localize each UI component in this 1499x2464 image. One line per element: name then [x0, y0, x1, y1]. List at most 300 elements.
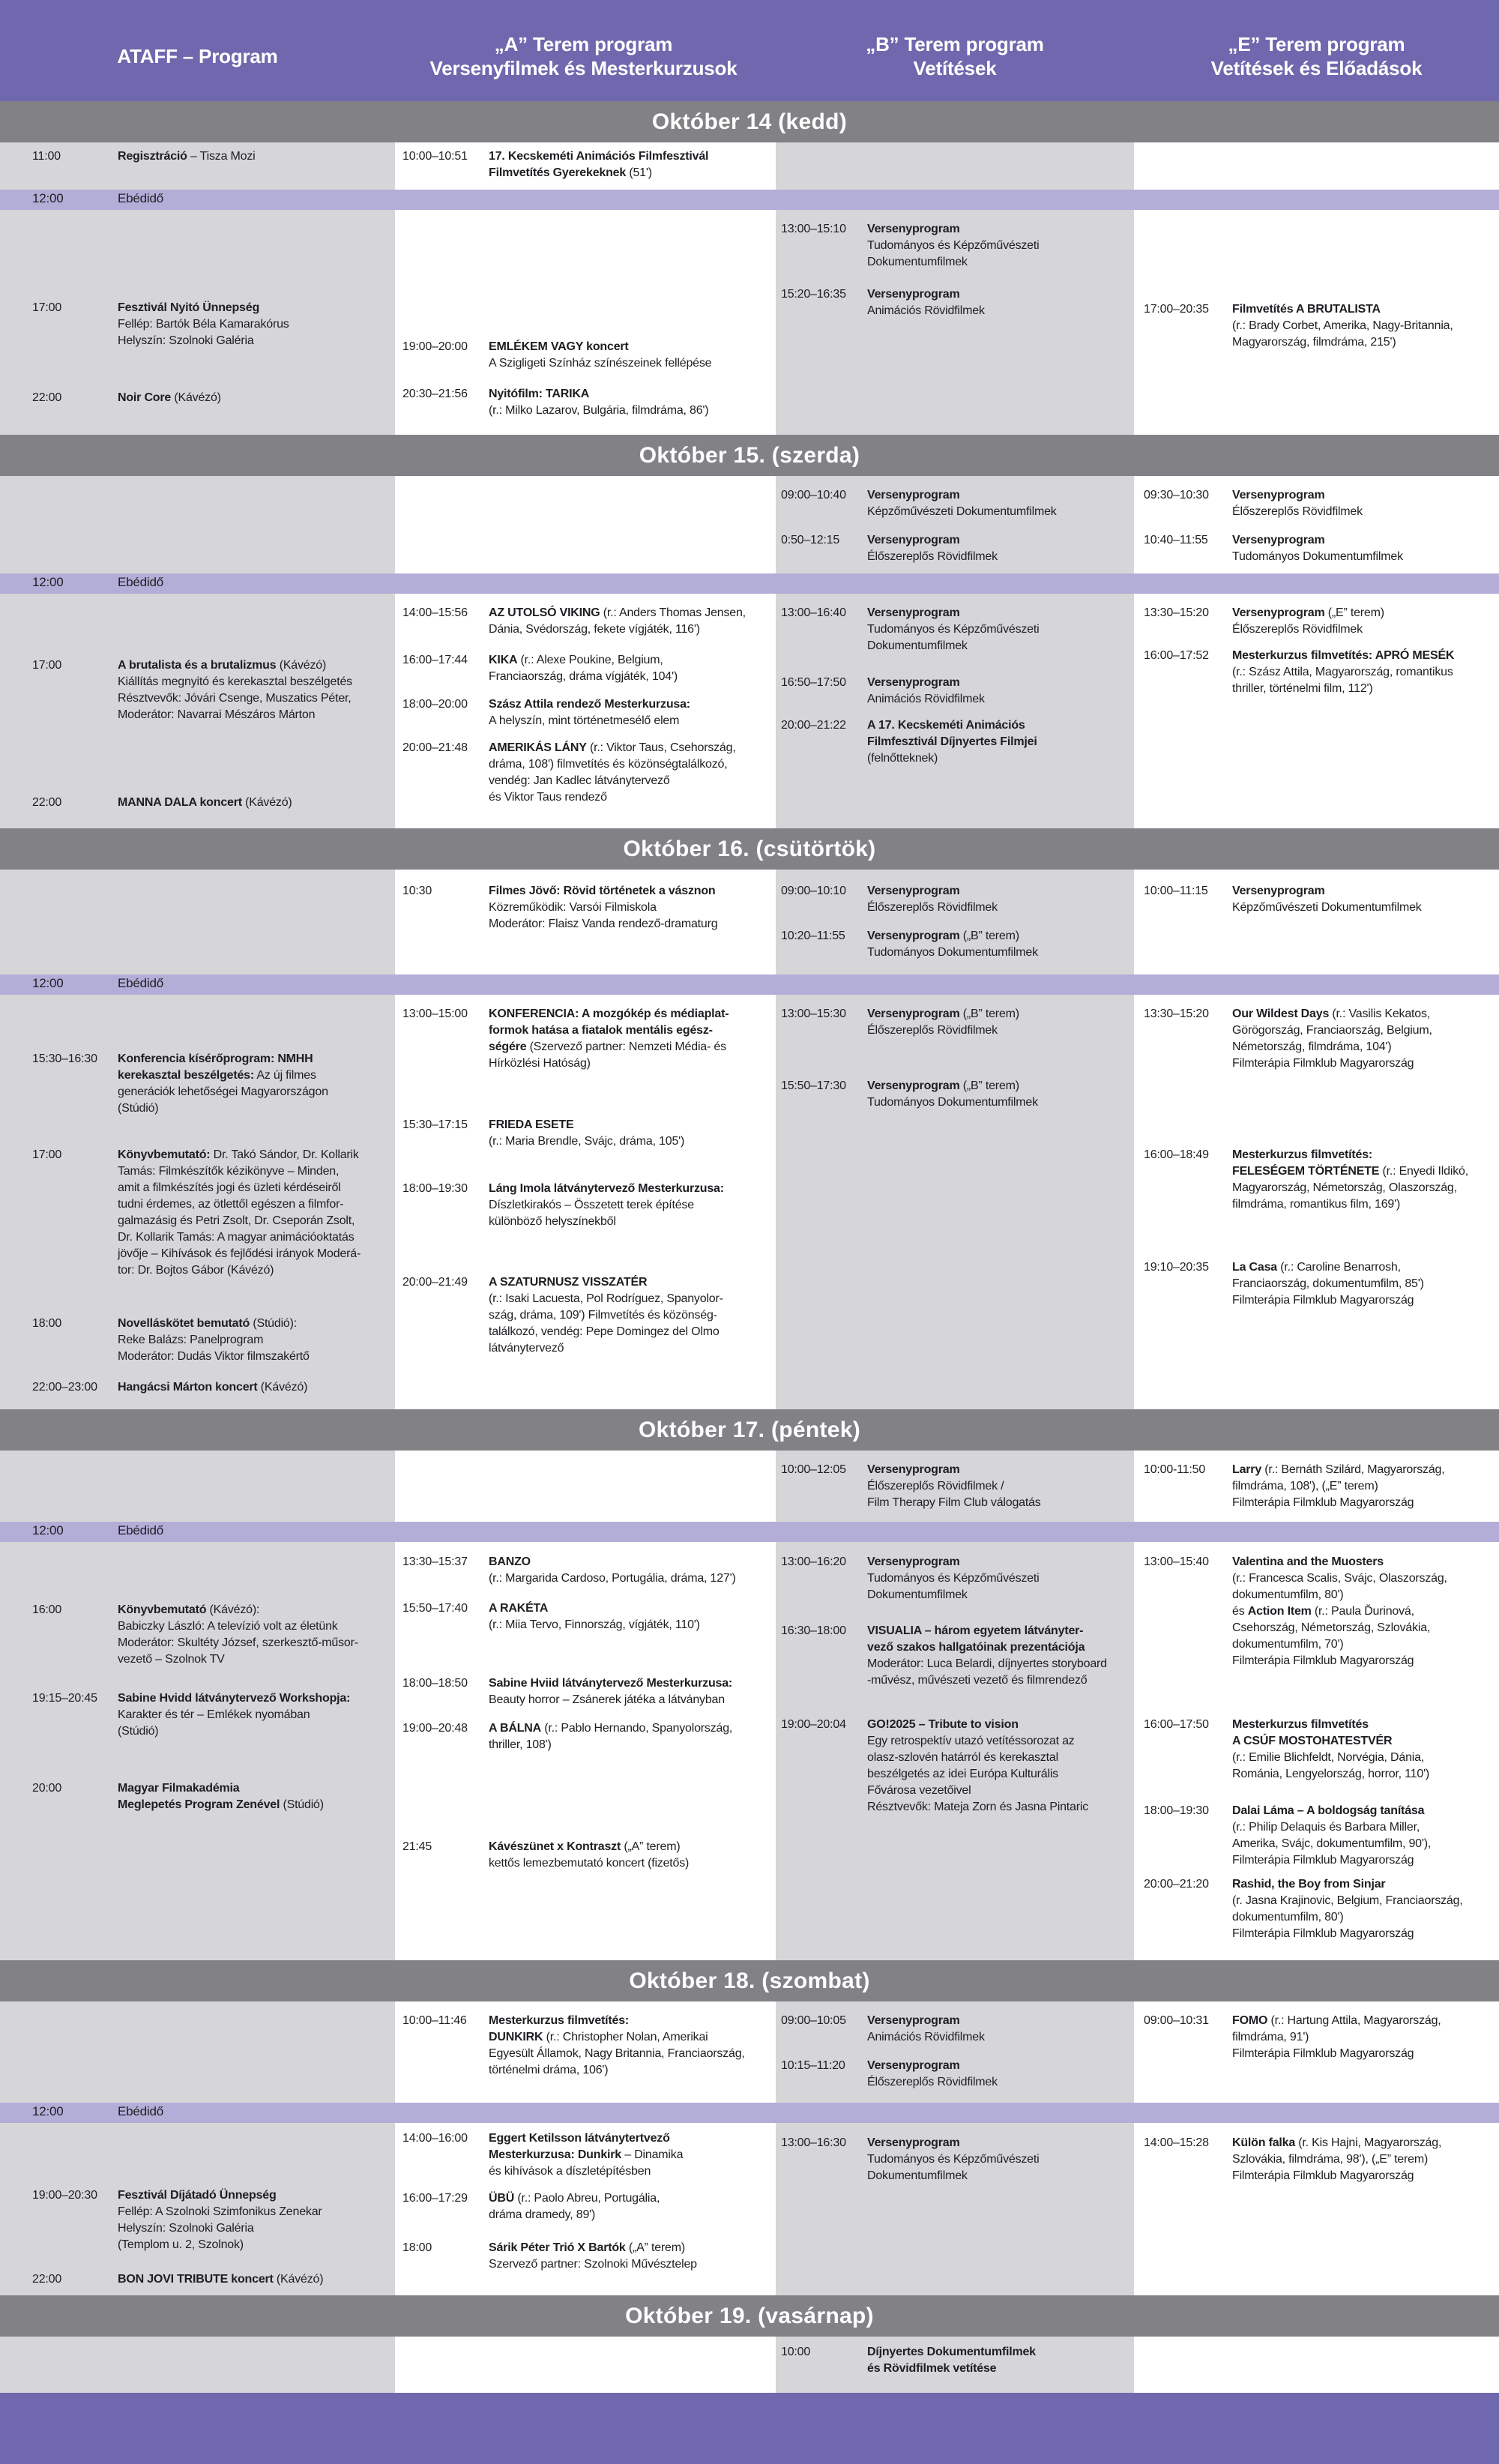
event-text-line: Dánia, Svédország, fekete vígjáték, 116')	[489, 623, 700, 636]
event-text	[1232, 1462, 1495, 1511]
day-body	[0, 476, 1499, 828]
column-title-line: „E” Terem program	[1228, 32, 1405, 55]
event-text-line: jövője – Kihívások és fejlődési irányok Moderá-	[118, 1247, 361, 1260]
event-text	[867, 2058, 1132, 2091]
event-text-line: Közreműködik: Varsói Filmiskola	[489, 901, 657, 914]
event-text-line: Görögország, Franciaország, Belgium,	[1232, 1024, 1432, 1037]
lunch-time: 12:00	[32, 191, 64, 205]
event-text-line: Versenyprogram	[867, 2014, 960, 2027]
event-text-line: Mesterkurzus filmvetítés: APRÓ MESÉK	[1232, 649, 1455, 662]
event-text-line: dráma dramedy, 89')	[489, 2208, 596, 2221]
event	[1144, 883, 1495, 916]
event-text-line: BON JOVI TRIBUTE koncert (Kávézó)	[118, 2273, 324, 2286]
event-text	[867, 1078, 1132, 1111]
event-text-line: (Stúdió)	[118, 1725, 159, 1738]
lunch-row	[0, 190, 1499, 210]
event-text	[118, 1147, 390, 1279]
event	[1144, 1147, 1495, 1213]
event-text-line: kettős lemezbemutató koncert (fizetős)	[489, 1857, 690, 1870]
event-text-line: Szász Attila rendező Mesterkurzusa:	[489, 698, 690, 711]
event-text-line: szág, dráma, 109') Filmvetítés és közönség-	[489, 1309, 717, 1322]
event-text-line: Versenyprogram	[867, 1555, 960, 1568]
event-text-line: Eggert Ketilsson látványtertvező	[489, 2132, 670, 2145]
event-text-line: Filmterápia Filmklub Magyarország	[1232, 1654, 1414, 1667]
lunch-time: 12:00	[32, 2104, 64, 2118]
event-text-line: GO!2025 – Tribute to vision	[867, 1718, 1019, 1731]
event-text-line: Versenyprogram („B” terem)	[867, 930, 1019, 942]
event-text-line: (Templom u. 2, Szolnok)	[118, 2238, 244, 2251]
event-text-line: Németország, filmdráma, 104')	[1232, 1040, 1392, 1053]
event-time: 13:00–15:40	[1144, 1555, 1209, 1568]
event-time: 13:00–16:30	[781, 2136, 846, 2149]
event-text	[867, 1623, 1132, 1689]
event-text-line: Könyvbemutató (Kávézó):	[118, 1603, 260, 1616]
event-text	[489, 2240, 772, 2273]
event-text-line: Fesztivál Díjátadó Ünnepség	[118, 2189, 277, 2202]
event-time: 10:15–11:20	[781, 2059, 845, 2072]
event-text-line: Egyesült Államok, Nagy Britannia, Franciaország,	[489, 2047, 745, 2060]
event	[402, 2130, 772, 2180]
event-time: 19:10–20:35	[1144, 1261, 1209, 1274]
event-text-line: Élőszereplős Rövidfilmek	[867, 901, 998, 914]
event	[1144, 1717, 1495, 1783]
day-header-label: Október 16. (csütörtök)	[623, 836, 876, 861]
event	[402, 1117, 772, 1150]
event-text	[489, 1675, 772, 1708]
event-text-line: amit a filmkészítés jogi és üzleti kérdéseiről	[118, 1181, 341, 1194]
event-text-line: (r.: Francesca Scalis, Svájc, Olaszország,	[1232, 1572, 1447, 1585]
event-time: 22:00	[32, 391, 62, 404]
event-time: 16:00–18:49	[1144, 1148, 1209, 1161]
event-text-line: tor: Dr. Bojtos Gábor (Kávézó)	[118, 1264, 274, 1277]
event-text-line: történelmi dráma, 106')	[489, 2064, 609, 2076]
event	[1144, 1803, 1495, 1869]
event-time: 14:00–15:56	[402, 606, 468, 619]
event	[402, 1554, 772, 1587]
event-text-line: Moderátor: Dudás Viktor filmszakértő	[118, 1350, 310, 1363]
event-text	[489, 1274, 772, 1357]
event-text	[1232, 487, 1495, 520]
event-text-line: Reke Balázs: Panelprogram	[118, 1334, 264, 1346]
event-text	[118, 1316, 390, 1365]
schedule	[0, 101, 1499, 2393]
event-text-line: látványtervező	[489, 1342, 564, 1355]
event	[781, 2013, 1132, 2046]
event	[402, 1274, 772, 1357]
event-text	[489, 605, 772, 638]
event-text-line: (r.: Margarida Cardoso, Portugália, dráma, 127')	[489, 1572, 736, 1585]
event-text	[867, 928, 1132, 961]
event-time: 16:00–17:52	[1144, 649, 1209, 662]
event-text-line: Our Wildest Days (r.: Vasilis Kekatos,	[1232, 1007, 1431, 1020]
event	[1144, 1006, 1495, 1072]
event-text	[118, 2271, 390, 2288]
event-time: 17:00–20:35	[1144, 303, 1209, 316]
event-time: 15:50–17:40	[402, 1602, 468, 1615]
day-header-label: Október 17. (péntek)	[638, 1417, 861, 1442]
event	[32, 657, 390, 723]
event-text-line: Animációs Rövidfilmek	[867, 304, 985, 317]
event-text-line: Filmterápia Filmklub Magyarország	[1232, 1496, 1414, 1509]
event-time: 20:00–21:48	[402, 741, 468, 754]
day-body	[0, 1451, 1499, 1960]
lunch-time: 12:00	[32, 1523, 64, 1537]
event-text-line: Élőszereplős Rövidfilmek	[867, 550, 998, 563]
event-time: 10:30	[402, 885, 432, 897]
event-text-line: Filmfesztivál Díjnyertes Filmjei	[867, 735, 1037, 748]
event-text-line: (r.: Milko Lazarov, Bulgária, filmdráma, 86')	[489, 404, 709, 417]
event-time: 22:00–23:00	[32, 1381, 97, 1394]
event-text-line: Képzőművészeti Dokumentumfilmek	[1232, 901, 1422, 914]
event-text	[867, 883, 1132, 916]
event-text-line: Dokumentumfilmek	[867, 256, 968, 268]
event	[781, 1554, 1132, 1603]
event-text-line: DUNKIRK (r.: Christopher Nolan, Amerikai	[489, 2031, 708, 2043]
event-text-line: Filmterápia Filmklub Magyarország	[1232, 2047, 1414, 2060]
event-text-line: Versenyprogram („B” terem)	[867, 1079, 1019, 1092]
event-text	[1232, 605, 1495, 638]
event-text-line: Moderátor: Flaisz Vanda rendező-dramaturg	[489, 918, 718, 930]
event	[402, 1839, 772, 1872]
event-text-line: Meglepetés Program Zenével (Stúdió)	[118, 1798, 324, 1811]
event-text	[489, 652, 772, 685]
event-time: 17:00	[32, 659, 62, 672]
day-body	[0, 2001, 1499, 2295]
event-text-line: Hangácsi Márton koncert (Kávézó)	[118, 1381, 308, 1394]
column-header-ataff	[0, 0, 395, 101]
event-time: 13:30–15:20	[1144, 606, 1209, 619]
event-text-line: Filmterápia Filmklub Magyarország	[1232, 1927, 1414, 1940]
event-time: 16:00–17:44	[402, 654, 468, 666]
event-text-line: Élőszereplős Rövidfilmek	[1232, 623, 1363, 636]
event-text-line: Novelláskötet bemutató (Stúdió):	[118, 1317, 298, 1330]
event-text-line: Tudományos Dokumentumfilmek	[867, 1096, 1038, 1109]
event-text-line: olasz-szlovén határról és kerekasztal	[867, 1751, 1058, 1764]
event-time: 20:00	[32, 1782, 62, 1795]
event-text	[867, 1462, 1132, 1511]
event	[402, 2240, 772, 2273]
event-text	[118, 390, 390, 406]
event-text-line: ségére (Szervező partner: Nemzeti Média- és	[489, 1040, 726, 1053]
event-text-line: Tudományos és Képzőművészeti	[867, 239, 1040, 252]
event	[402, 1675, 772, 1708]
event-text-line: találkozó, vendég: Pepe Domingez del Olmo	[489, 1325, 720, 1338]
event-text-line: Dokumentumfilmek	[867, 1588, 968, 1601]
event-text	[489, 2130, 772, 2180]
event-text-line: Versenyprogram	[867, 534, 960, 546]
day-header-label: Október 18. (szombat)	[629, 1968, 870, 1993]
event-text-line: Szlovákia, filmdráma, 98'), („E” terem)	[1232, 2153, 1429, 2166]
event-text	[118, 148, 390, 165]
event-text-line: Csehország, Németország, Szlovákia,	[1232, 1621, 1431, 1634]
event-text-line: Versenyprogram	[867, 606, 960, 619]
event-text-line: (r.: Miia Tervo, Finnország, vígjáték, 110')	[489, 1618, 700, 1631]
event-time: 10:00-11:50	[1144, 1463, 1206, 1476]
event-text-line: Larry (r.: Bernáth Szilárd, Magyarország,	[1232, 1463, 1445, 1476]
event-text	[867, 2013, 1132, 2046]
event-text-line: FELESÉGEM TÖRTÉNETE (r.: Enyedi Ildikó,	[1232, 1165, 1468, 1178]
event	[781, 286, 1132, 319]
event-text-line: Filmterápia Filmklub Magyarország	[1232, 1854, 1414, 1867]
lunch-row	[0, 1522, 1499, 1542]
event-text-line: vezető – Szolnok TV	[118, 1653, 225, 1666]
event-text	[867, 2135, 1132, 2184]
event	[32, 1690, 390, 1740]
event	[1144, 532, 1495, 565]
event-text	[118, 1379, 390, 1396]
event-text-line: Dalai Láma – A boldogság tanítása	[1232, 1804, 1425, 1817]
event-text-line: Díszletkirakós – Összetett terek építése	[489, 1199, 694, 1211]
column-background	[0, 2337, 395, 2393]
event-text-line: Tudományos és Képzőművészeti	[867, 2153, 1040, 2166]
event	[781, 1078, 1132, 1111]
event-text-line: Versenyprogram	[867, 885, 960, 897]
event-text	[1232, 2135, 1495, 2184]
day-header-label: Október 15. (szerda)	[639, 442, 860, 468]
event-time: 13:00–15:00	[402, 1007, 468, 1020]
event-time: 10:20–11:55	[781, 930, 845, 942]
event-text	[489, 1720, 772, 1753]
event	[402, 696, 772, 729]
event-text-line: (r.: Brady Corbet, Amerika, Nagy-Britannia,	[1232, 319, 1453, 332]
event-text-line: La Casa (r.: Caroline Benarrosh,	[1232, 1261, 1401, 1274]
event-text-line: Versenyprogram („E” terem)	[1232, 606, 1384, 619]
event	[781, 1623, 1132, 1689]
event-text	[489, 1839, 772, 1872]
event-text-line: Résztvevők: Mateja Zorn és Jasna Pintaric	[867, 1801, 1089, 1813]
event-time: 13:00–16:20	[781, 1555, 846, 1568]
event-text-line: vendég: Jan Kadlec látványtervező	[489, 774, 670, 787]
event-text-line: Beauty horror – Zsánerek játéka a látványban	[489, 1693, 725, 1706]
event-text-line: Tudományos Dokumentumfilmek	[867, 946, 1038, 959]
event-text-line: Mesterkurzus filmvetítés	[1232, 1718, 1369, 1731]
event-text-line: KONFERENCIA: A mozgókép és médiaplat-	[489, 1007, 729, 1020]
event-text-line: ÜBÜ (r.: Paolo Abreu, Portugália,	[489, 2192, 660, 2205]
event-time: 10:00–12:05	[781, 1463, 846, 1476]
lunch-time: 12:00	[32, 976, 64, 990]
event-text-line: Élőszereplős Rövidfilmek /	[867, 1480, 1004, 1492]
event-text-line: kerekasztal beszélgetés: Az új filmes	[118, 1069, 316, 1082]
event-text-line: Amerika, Svájc, dokumentumfilm, 90'),	[1232, 1837, 1432, 1850]
event-time: 0:50–12:15	[781, 534, 840, 546]
event-text	[489, 2013, 772, 2079]
event-time: 16:00–17:29	[402, 2192, 468, 2205]
event	[402, 2013, 772, 2079]
event-text-line: A SZATURNUSZ VISSZATÉR	[489, 1276, 648, 1289]
event-text	[1232, 1717, 1495, 1783]
event-text	[1232, 1876, 1495, 1942]
event-text-line: Versenyprogram	[867, 288, 960, 301]
event-text	[867, 221, 1132, 271]
event-text-line: Mesterkurzus filmvetítés:	[489, 2014, 630, 2027]
event-time: 19:00–20:04	[781, 1718, 846, 1731]
event-time: 20:00–21:20	[1144, 1878, 1209, 1891]
event-time: 15:30–17:15	[402, 1118, 468, 1131]
event-text	[489, 740, 772, 806]
event-time: 10:00–10:51	[402, 150, 468, 163]
event-time: 22:00	[32, 2273, 62, 2286]
lunch-label: Ebédidő	[118, 1523, 163, 1537]
event-time: 19:00–20:48	[402, 1722, 468, 1735]
event-text-line: (r.: Emilie Blichfeldt, Norvégia, Dánia,	[1232, 1751, 1425, 1764]
event-text-line: formok hatása a fiatalok mentális egész-	[489, 1024, 713, 1037]
event	[32, 148, 390, 165]
event-text	[867, 717, 1132, 767]
event-text-line: (Stúdió)	[118, 1102, 159, 1115]
event-text-line: Konferencia kísérőprogram: NMHH	[118, 1052, 313, 1065]
event-text-line: dokumentumfilm, 80')	[1232, 1911, 1344, 1924]
event-text-line: filmdráma, 91')	[1232, 2031, 1309, 2043]
event-time: 19:15–20:45	[32, 1692, 97, 1705]
event-text-line: és Action Item (r.: Paula Ďurinová,	[1232, 1605, 1414, 1618]
event-text-line: Magyarország, filmdráma, 215')	[1232, 336, 1396, 349]
event-text-line: Tudományos és Képzőművészeti	[867, 623, 1040, 636]
event	[1144, 648, 1495, 697]
event-text-line: Moderátor: Navarrai Mészáros Márton	[118, 708, 316, 721]
event-text-line: Szervező partner: Szolnoki Művésztelep	[489, 2258, 697, 2271]
event-time: 18:00	[32, 1317, 62, 1330]
event-text-line: Valentina and the Muosters	[1232, 1555, 1384, 1568]
lunch-label: Ebédidő	[118, 575, 163, 589]
event-text	[489, 386, 772, 419]
event-text-line: dokumentumfilm, 70')	[1232, 1638, 1344, 1651]
event-text-line: és kihívások a díszletépítésben	[489, 2165, 651, 2178]
event-time: 09:00–10:40	[781, 489, 846, 501]
event-text-line: generációk lehetőségei Magyarországon	[118, 1085, 328, 1098]
event-text-line: beszélgetés az idei Európa Kulturális	[867, 1768, 1058, 1780]
event-time: 16:50–17:50	[781, 676, 846, 689]
event	[781, 532, 1132, 565]
event-text-line: Egy retrospektív utazó vetítéssorozat az	[867, 1735, 1075, 1747]
event-text-line: Franciaország, dráma vígjáték, 104')	[489, 670, 678, 683]
event-text-line: Regisztráció – Tisza Mozi	[118, 150, 256, 163]
event-text-line: Élőszereplős Rövidfilmek	[867, 1024, 998, 1037]
event-text	[1232, 532, 1495, 565]
event-time: 16:00–17:50	[1144, 1718, 1209, 1731]
event-text-line: tudni érdemes, az ötlettől egészen a filmfor-	[118, 1198, 344, 1211]
event-time: 09:30–10:30	[1144, 489, 1209, 501]
column-background	[0, 476, 395, 828]
event-text	[867, 286, 1132, 319]
event-text-line: Dokumentumfilmek	[867, 2169, 968, 2182]
event	[32, 2187, 390, 2253]
column-title-line: Vetítések	[913, 56, 997, 79]
event	[32, 1051, 390, 1117]
day-header	[0, 1409, 1499, 1451]
event-text-line: Mesterkurzus filmvetítés:	[1232, 1148, 1373, 1161]
event-text-line: Románia, Lengyelország, horror, 110')	[1232, 1768, 1430, 1780]
event-text-line: dráma, 108') filmvetítés és közönségtalálkozó,	[489, 758, 728, 771]
event-text-line: Moderátor: Skultéty József, szerkesztő-műsor-	[118, 1636, 358, 1649]
event	[1144, 1554, 1495, 1669]
event-text-line: filmdráma, romantikus film, 169')	[1232, 1198, 1401, 1211]
event	[781, 487, 1132, 520]
event-text	[1232, 1259, 1495, 1309]
event-text-line: Versenyprogram	[867, 2059, 960, 2072]
event	[1144, 1259, 1495, 1309]
event-text	[1232, 883, 1495, 916]
event	[781, 605, 1132, 654]
event-time: 10:40–11:55	[1144, 534, 1208, 546]
event-text-line: A RAKÉTA	[489, 1602, 549, 1615]
event-text-line: -művész, művészeti vezető és filmrendező	[867, 1674, 1088, 1687]
event-time: 18:00	[402, 2241, 432, 2254]
event	[1144, 605, 1495, 638]
event-text-line: KIKA (r.: Alexe Poukine, Belgium,	[489, 654, 663, 666]
event-text	[489, 1600, 772, 1633]
event-text-line: Résztvevők: Jóvári Csenge, Muszatics Péter,	[118, 692, 352, 705]
event-text-line: Filmes Jövő: Rövid történetek a vásznon	[489, 885, 716, 897]
event-text-line: A helyszín, mint történetmesélő elem	[489, 714, 680, 727]
event	[402, 605, 772, 638]
event-text-line: Animációs Rövidfilmek	[867, 693, 985, 705]
event-text-line: FRIEDA ESETE	[489, 1118, 574, 1131]
event-time: 19:00–20:00	[402, 340, 468, 353]
event-text	[489, 2190, 772, 2223]
event-text-line: Nyitófilm: TARIKA	[489, 388, 590, 400]
event-text-line: Filmterápia Filmklub Magyarország	[1232, 1294, 1414, 1307]
event-time: 18:00–19:30	[402, 1182, 468, 1195]
event-text	[118, 1051, 390, 1117]
event-text-line: Láng Imola látványtervező Mesterkurzusa:	[489, 1182, 724, 1195]
event-text-line: thriller, történelmi film, 112')	[1232, 682, 1373, 695]
event-text-line: vező szakos hallgatóinak prezentációja	[867, 1641, 1085, 1654]
column-header-hall-e	[1134, 0, 1499, 101]
event-text	[118, 300, 390, 349]
day-body	[0, 870, 1499, 1409]
event-text	[118, 657, 390, 723]
event	[32, 1316, 390, 1365]
event-text-line: BANZO	[489, 1555, 531, 1568]
event-text	[1232, 1006, 1495, 1072]
event	[32, 1379, 390, 1396]
event-text	[489, 1006, 772, 1072]
event	[1144, 1876, 1495, 1942]
event-text-line: MANNA DALA koncert (Kávézó)	[118, 796, 292, 809]
event-text-line: Rashid, the Boy from Sinjar	[1232, 1878, 1386, 1891]
event-time: 18:00–19:30	[1144, 1804, 1209, 1817]
event-text-line: Filmvetítés Gyerekeknek (51')	[489, 166, 652, 179]
event-time: 13:00–16:40	[781, 606, 846, 619]
event-text-line: Versenyprogram	[1232, 885, 1325, 897]
event-time: 10:00–11:46	[402, 2014, 467, 2027]
event	[32, 300, 390, 349]
event-text	[1232, 1554, 1495, 1669]
event-text-line: Noir Core (Kávézó)	[118, 391, 221, 404]
event-text-line: Magyarország, Németország, Olaszország,	[1232, 1181, 1457, 1194]
event-text-line: Filmvetítés A BRUTALISTA	[1232, 303, 1381, 316]
event-text	[1232, 301, 1495, 351]
event-time: 13:30–15:20	[1144, 1007, 1209, 1020]
page-footer	[0, 2393, 1499, 2464]
event-text-line: Kiállítás megnyitó és kerekasztal beszélgetés	[118, 675, 352, 688]
event-time: 11:00	[32, 150, 61, 163]
event-text-line: Fellép: A Szolnoki Szimfonikus Zenekar	[118, 2205, 322, 2218]
event-text-line: Helyszín: Szolnoki Galéria	[118, 334, 254, 347]
event-text-line: filmdráma, 108'), („E” terem)	[1232, 1480, 1378, 1492]
event-text-line: A BÁLNA (r.: Pablo Hernando, Spanyolország,	[489, 1722, 733, 1735]
lunch-label: Ebédidő	[118, 191, 163, 205]
event	[781, 717, 1132, 767]
event-text-line: Sárik Péter Trió X Bartók („A” terem)	[489, 2241, 686, 2254]
event-text-line: Képzőművészeti Dokumentumfilmek	[867, 505, 1057, 518]
event-text	[867, 1554, 1132, 1603]
event-text	[118, 1602, 390, 1668]
event	[781, 1006, 1132, 1039]
event	[402, 740, 772, 806]
event-text-line: Sabine Hvidd látványtervező Workshopja:	[118, 1692, 351, 1705]
event-time: 10:00	[781, 2346, 811, 2358]
